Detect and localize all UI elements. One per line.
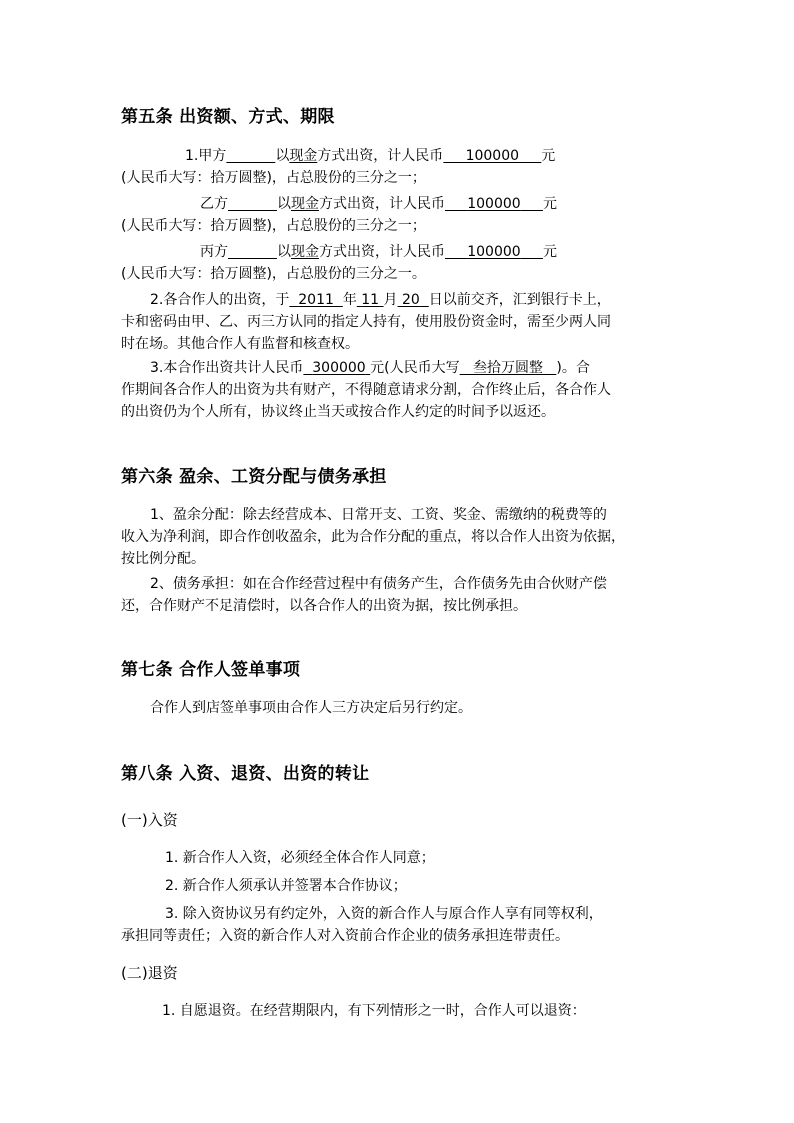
deadline-year: 2011 <box>298 292 334 308</box>
ruzi-item-3-line1: 3. 除入资协议另有约定外，入资的新合作人与原合作人享有同等权利， <box>165 906 603 922</box>
clause-5-2-line2: 卡和密码由甲、乙、丙三方认同的指定人持有，使用股份资金时，需至少两人同 <box>121 314 611 330</box>
total-daxie: 叁拾万圆整 <box>473 360 543 376</box>
article-6-title: 第六条 盈余、工资分配与债务承担 <box>121 467 387 487</box>
article-8-title: 第八条 入资、退资、出资的转让 <box>121 764 370 784</box>
party-bing-name-blank <box>228 244 277 260</box>
party-jia-line: 1.甲方 以现金方式出资，计人民币 100000 元 <box>185 148 556 164</box>
party-bing-line: 丙方 以现金方式出资，计人民币 100000 元 <box>200 244 557 260</box>
article-7-title: 第七条 合作人签单事项 <box>121 660 301 680</box>
ruzi-item-2: 2. 新合作人须承认并签署本合作协议； <box>165 878 407 894</box>
clause-6-1-line1: 1、盈余分配：除去经营成本、日常开支、工资、奖金、需缴纳的税费等的 <box>150 507 607 523</box>
deadline-day: 20 <box>402 292 420 308</box>
subsection-ruzi: (一)入资 <box>121 811 178 829</box>
party-yi-amount: 100000 <box>467 196 521 212</box>
clause-5-3-line2: 作期间各合作人的出资为共有财产，不得随意请求分割，合作终止后，各合作人 <box>121 382 611 398</box>
party-bing-daxie: (人民币大写：拾万圆整)，占总股份的三分之一。 <box>121 266 426 282</box>
party-yi-daxie: (人民币大写：拾万圆整)，占总股份的三分之一； <box>121 218 426 234</box>
clause-6-2-line2: 还，合作财产不足清偿时，以各合作人的出资为据，按比例承担。 <box>121 598 527 614</box>
ruzi-item-1: 1. 新合作人入资，必须经全体合作人同意； <box>165 850 435 866</box>
ruzi-item-3-line2: 承担同等责任；入资的新合作人对入资前合作企业的债务承担连带责任。 <box>121 928 569 944</box>
tuizi-item-1: 1. 自愿退资。在经营期限内，有下列情形之一时，合作人可以退资： <box>162 1003 586 1019</box>
party-bing-method: 现金 <box>290 244 319 260</box>
article-5-title: 第五条 出资额、方式、期限 <box>121 107 335 127</box>
clause-5-2-line3: 时在场。其他合作人有监督和核查权。 <box>121 336 359 352</box>
deadline-month: 11 <box>361 292 380 308</box>
party-bing-amount: 100000 <box>467 244 521 260</box>
clause-6-1-line2: 收入为净利润，即合作创收盈余，此为合作分配的重点，将以合作人出资为依据， <box>121 529 625 545</box>
clause-6-2-line1: 2、债务承担：如在合作经营过程中有债务产生，合作债务先由合伙财产偿 <box>150 576 607 592</box>
party-jia-daxie: (人民币大写：拾万圆整)，占总股份的三分之一； <box>121 170 426 186</box>
party-jia-name-blank <box>226 148 275 164</box>
total-amount: 300000 <box>312 360 366 376</box>
clause-6-1-line3: 按比例分配。 <box>121 551 205 567</box>
party-yi-line: 乙方 以现金方式出资，计人民币 100000 元 <box>200 196 557 212</box>
party-jia-amount: 100000 <box>465 148 520 164</box>
clause-5-2-line1: 2.各合作人的出资，于 2011 年 11 月 20 日以前交齐，汇到银行卡上， <box>150 292 611 308</box>
party-yi-method: 现金 <box>290 196 319 212</box>
clause-7-text: 合作人到店签单事项由合作人三方决定后另行约定。 <box>150 700 472 716</box>
clause-5-3-line3: 的出资仍为个人所有，协议终止当天或按合作人约定的时间予以返还。 <box>121 404 555 420</box>
subsection-tuizi: (二)退资 <box>121 964 178 982</box>
clause-5-3-line1: 3.本合作出资共计人民币 300000 元(人民币大写 叁拾万圆整 )。合 <box>150 360 590 376</box>
party-yi-name-blank <box>228 196 277 212</box>
party-jia-method: 现金 <box>289 148 318 164</box>
